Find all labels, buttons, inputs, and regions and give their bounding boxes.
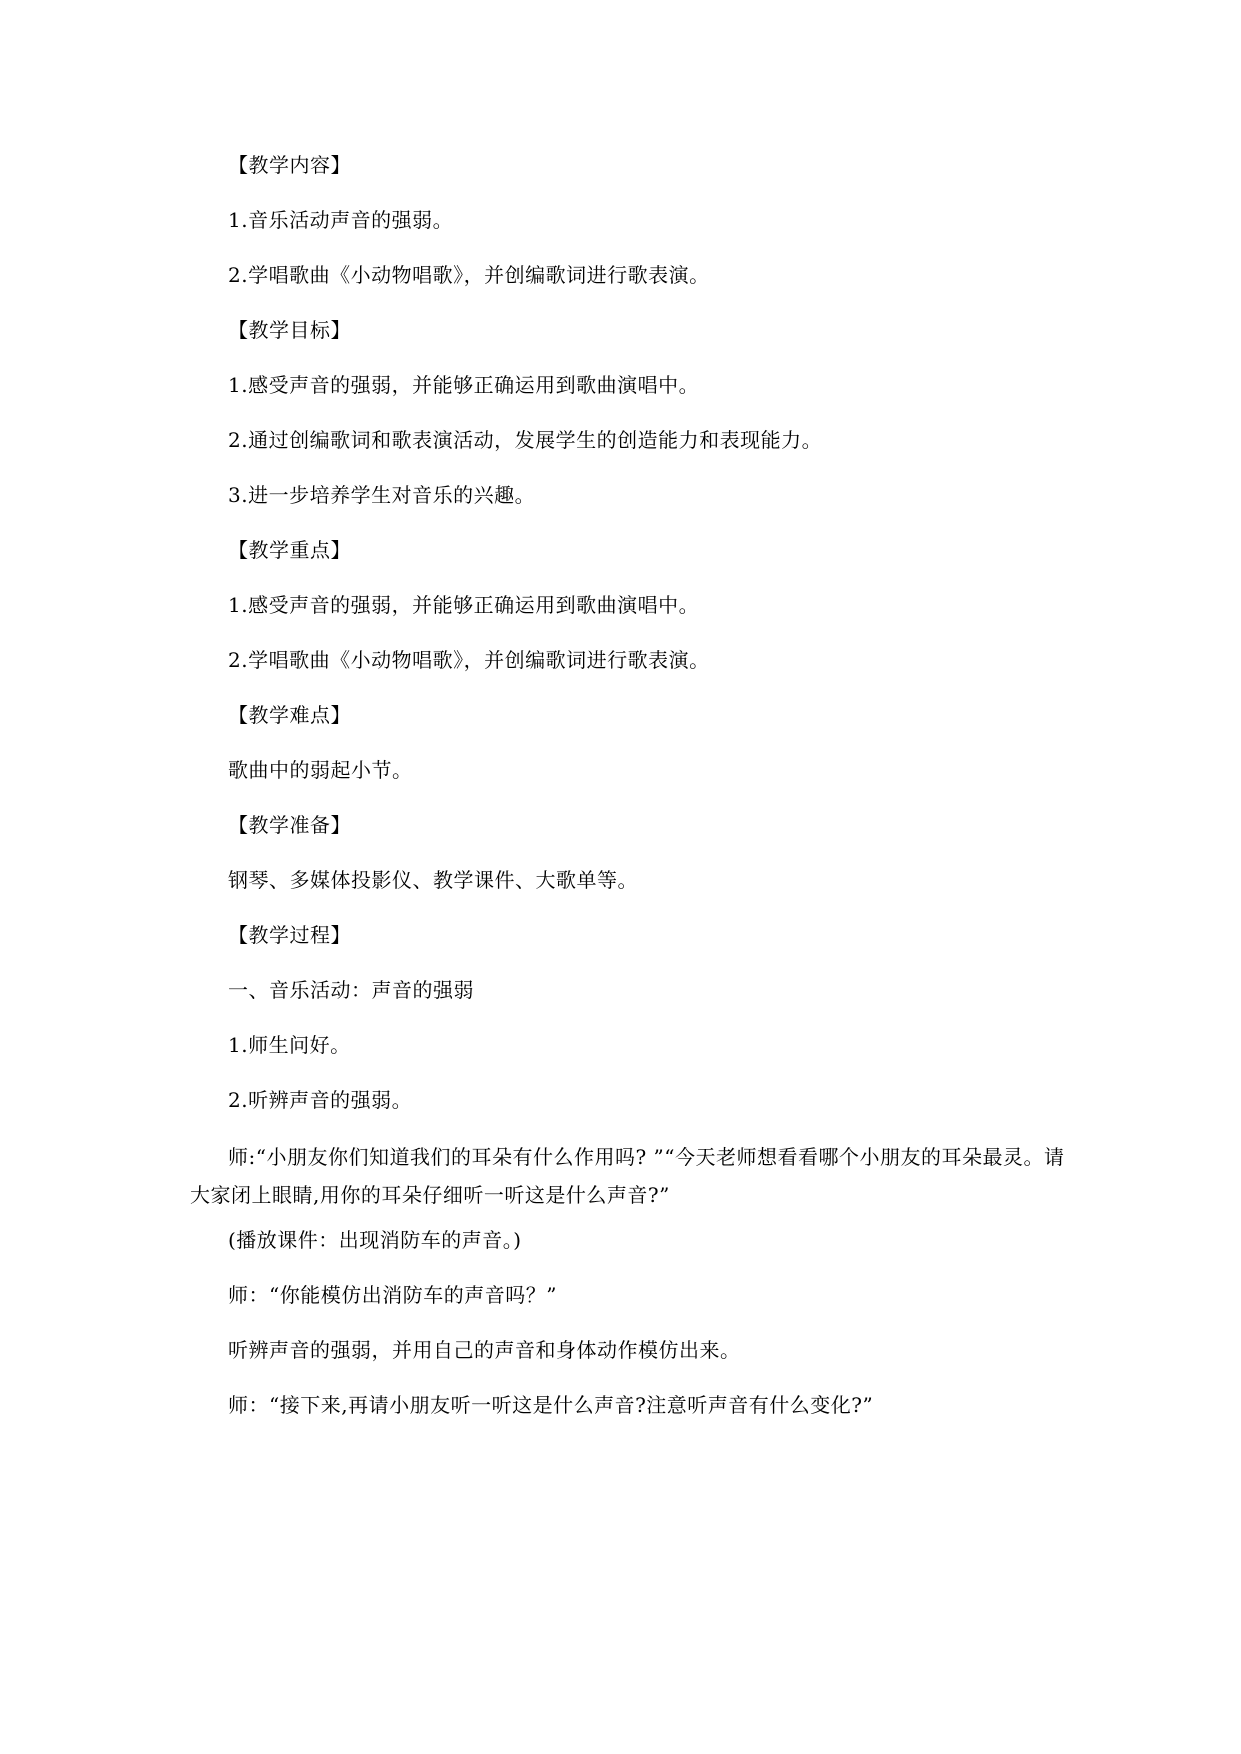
paragraph: 1.师生问好。 <box>228 1033 351 1057</box>
paragraph: 听辨声音的强弱，并用自己的声音和身体动作模仿出来。 <box>228 1338 741 1362</box>
heading-teaching-difficulty: 【教学难点】 <box>228 703 351 727</box>
paragraph: 2.学唱歌曲《小动物唱歌》，并创编歌词进行歌表演。 <box>228 648 710 672</box>
heading-teaching-preparation: 【教学准备】 <box>228 813 351 837</box>
section-title: 一、音乐活动：声音的强弱 <box>228 978 474 1002</box>
paragraph-dialogue: 师:“小朋友你们知道我们的耳朵有什么作用吗? ”“今天老师想看看哪个小朋友的耳朵最灵。请大家闭上眼睛,用你的耳朵仔细听一听这是什么声音?” <box>190 1145 1065 1207</box>
paragraph: 1.感受声音的强弱，并能够正确运用到歌曲演唱中。 <box>228 373 700 397</box>
heading-teaching-content: 【教学内容】 <box>228 153 351 177</box>
paragraph: 师：“你能模仿出消防车的声音吗？” <box>228 1283 557 1307</box>
paragraph: 2.通过创编歌词和歌表演活动，发展学生的创造能力和表现能力。 <box>228 428 823 452</box>
paragraph: 1.音乐活动声音的强弱。 <box>228 208 454 232</box>
paragraph: 师：“接下来,再请小朋友听一听这是什么声音?注意听声音有什么变化?” <box>228 1393 874 1417</box>
paragraph: 钢琴、多媒体投影仪、教学课件、大歌单等。 <box>228 868 638 892</box>
paragraph: 2.学唱歌曲《小动物唱歌》，并创编歌词进行歌表演。 <box>228 263 710 287</box>
heading-teaching-process: 【教学过程】 <box>228 923 351 947</box>
paragraph: 歌曲中的弱起小节。 <box>228 758 413 782</box>
paragraph: 3.进一步培养学生对音乐的兴趣。 <box>228 483 536 507</box>
paragraph: (播放课件：出现消防车的声音。) <box>228 1228 522 1252</box>
heading-teaching-goals: 【教学目标】 <box>228 318 351 342</box>
paragraph: 1.感受声音的强弱，并能够正确运用到歌曲演唱中。 <box>228 593 700 617</box>
heading-teaching-focus: 【教学重点】 <box>228 538 351 562</box>
paragraph: 2.听辨声音的强弱。 <box>228 1088 413 1112</box>
